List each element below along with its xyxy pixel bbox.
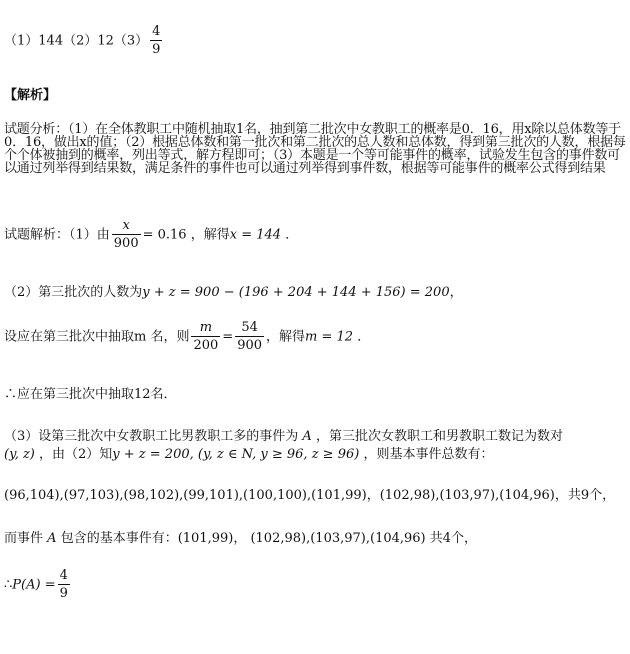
sol2b-mid: ，解得 <box>266 329 306 345</box>
sol1-eq: = 0.16 <box>142 227 187 243</box>
answer-prefix: （1）144（2）12（3） <box>4 33 149 49</box>
sol2b-fraction-1 <box>191 320 220 354</box>
analysis-tag: 【解析】 <box>4 88 57 103</box>
sol1-prefix: 试题解析：（1）由 <box>4 227 110 243</box>
sol3-line1-a: （3）设第三批次中女教职工比男教职工多的事件为 <box>4 429 299 444</box>
sol1-frac-den: 900 <box>113 236 139 251</box>
solution-part3-line1 <box>4 425 563 444</box>
final-fraction <box>58 568 70 602</box>
sol3-line2-b: ，则基本事件总数有： <box>363 447 494 462</box>
sol1-end: ． <box>285 227 299 243</box>
events-a-prefix: 而事件 <box>4 531 44 546</box>
events-a-suffix: 共4个， <box>429 531 478 546</box>
events-a-mid: 包含的基本事件有： <box>60 531 178 546</box>
answer-frac-den: 9 <box>152 42 161 57</box>
sol2b-frac2-den: 900 <box>237 338 263 353</box>
answer-line <box>4 24 164 58</box>
sol2b-frac2-num: 54 <box>241 320 258 335</box>
sol3-line2-a: ，由（2）知 <box>39 447 113 462</box>
sol2b-prefix: 设应在第三批次中抽取m 名，则 <box>4 329 190 345</box>
analysis-paragraph: 试题分析：（1）在全体教职工中随机抽取1名，抽到第二批次中女教职工的概率是0．16，用x除以总体数等于0．16，做出x的值；（2）根据总体数和第一批次和第二批次的总人数和总体数，得到第三批次的人数，根据每个个体被抽到的概率，列出等式，解方程即可；（3）本题是一个等可能事件的概率，试验发生包含的事件数可以通过列举得到结果数，满足条件的事件也可以通过列举得到事件数，根据等可能事件的概率公式得到结果 <box>4 122 626 176</box>
final-probability <box>4 568 72 602</box>
events-a-event: A <box>47 531 57 546</box>
sol2-expr: y + z = 900 − (196 + 204 + 144 + 156) = 200 <box>142 285 450 300</box>
solution-part2-sampling <box>4 320 370 354</box>
sol2-text: （2）第三批次的人数为 <box>4 285 143 300</box>
answer-frac-num: 4 <box>152 24 161 39</box>
sol3-line1-b: ，第三批次女教职工和男教职工数记为数对 <box>315 429 563 444</box>
final-expr: P(A) = <box>12 577 56 593</box>
final-frac-den: 9 <box>59 586 68 601</box>
answer-fraction <box>150 24 162 58</box>
sol2-end: ， <box>449 285 463 300</box>
sol2b-eq: = <box>222 329 234 345</box>
sol3-constraint: y + z = 200, (y, z ∈ N, y ≥ 96, z ≥ 96) <box>112 447 360 462</box>
sol2b-end: ． <box>357 329 371 345</box>
solution-part3-line2 <box>4 443 493 462</box>
sol3-event: A <box>302 429 312 444</box>
sol1-frac-num: x <box>122 218 130 233</box>
sol2b-result: m = 12 <box>305 329 354 345</box>
events-a-list: (101,99)， (102,98),(103,97),(104,96) <box>177 531 426 546</box>
events-all-line <box>4 484 615 503</box>
final-prefix: ∴ <box>4 577 13 593</box>
sol1-mid: ，解得 <box>190 227 230 243</box>
sol1-fraction <box>112 218 141 252</box>
solution-part2-conclusion: ∴应在第三批次中抽取12名． <box>4 387 177 402</box>
solution-part2 <box>4 281 463 300</box>
events-all-list: (96,104),(97,103),(98,102),(99,101),(100,100),(101,99)，(102,98),(103,97),(104,96) <box>4 488 555 503</box>
sol2b-fraction-2 <box>235 320 264 354</box>
sol1-result: x = 144 <box>229 227 282 243</box>
sol2b-frac1-den: 200 <box>193 338 219 353</box>
sol2b-frac1-num: m <box>199 320 213 335</box>
final-frac-num: 4 <box>59 568 68 583</box>
solution-part1 <box>4 218 298 252</box>
sol3-pair: (y, z) <box>4 447 35 462</box>
events-all-suffix: ，共9个， <box>554 488 616 503</box>
events-a-line <box>4 527 477 546</box>
